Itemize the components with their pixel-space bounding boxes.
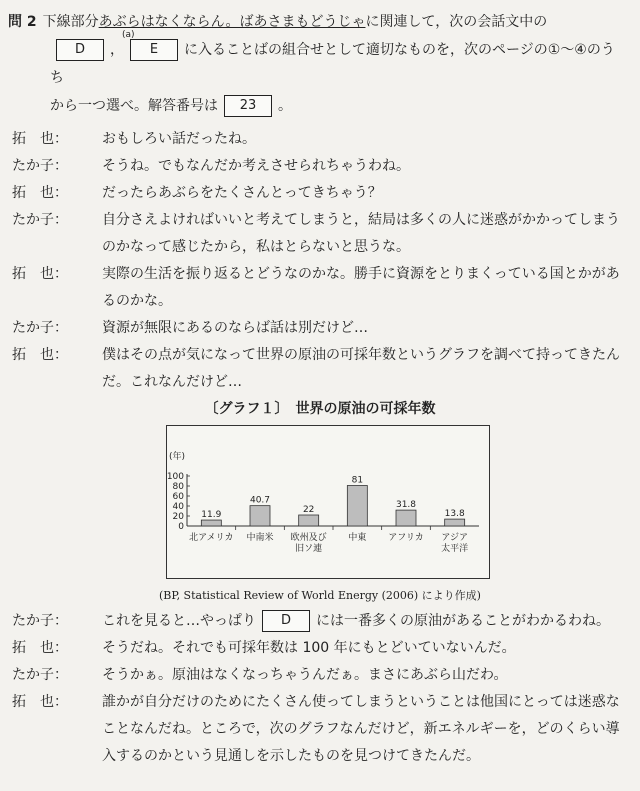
bar-chart [167, 426, 489, 578]
utterance-text: 入するのかという見通しを示したものを見つけてきたんだ。 [102, 748, 480, 764]
bar [299, 515, 319, 526]
category-label: 北アメリカ [189, 533, 234, 543]
utterance-text: おもしろい話だったね。 [102, 131, 256, 147]
dialogue2-line [12, 637, 628, 661]
y-tick-label: 0 [178, 522, 184, 532]
category-label: 中東 [348, 533, 367, 543]
bar-value-label: 13.8 [444, 509, 465, 520]
comma: ， [110, 42, 124, 58]
utterance-text: 誰かが自分だけのためにたくさん使ってしまうということは他国にとっては迷惑な [102, 694, 620, 710]
dialogue1-line [12, 209, 628, 233]
blank-box-d: D [262, 610, 310, 632]
question-block [8, 8, 628, 120]
y-tick-label: 80 [172, 482, 184, 492]
y-tick-label: 20 [172, 512, 184, 522]
dialogue1-line [12, 263, 628, 287]
dialogue1-line [12, 182, 628, 206]
bar-value-label: 22 [302, 505, 315, 515]
question-text-2b: に入ることばの組合せとして適切なものを，次のページの①～④のうち [50, 42, 615, 86]
category-label: アフリカ [388, 533, 424, 543]
question-line-3 [50, 92, 628, 120]
dialogue1-line [12, 317, 628, 341]
bar [250, 506, 270, 526]
question-line-1 [8, 8, 628, 36]
bar [201, 520, 221, 526]
dialogue2-line [12, 718, 628, 742]
dialogue1-line [12, 344, 628, 368]
dialogue1-line [12, 155, 628, 179]
speaker-name: 拓 也： [12, 266, 68, 282]
category-label: アジア [441, 533, 468, 543]
y-tick-label: 40 [172, 502, 184, 512]
bar-value-label: 40.7 [249, 495, 271, 506]
speaker-name: 拓 也： [12, 694, 68, 710]
bar [445, 519, 465, 526]
annotation-a: (a) [122, 30, 135, 40]
utterance-text: だったらあぶらをたくさんとってきちゃう？ [102, 185, 382, 201]
speaker-name: 拓 也： [12, 185, 68, 201]
y-tick-label: 100 [167, 472, 184, 482]
bar [396, 510, 416, 526]
question-text-1b: に関連して，次の会話文中の [365, 14, 548, 30]
question-number: 問 2 [8, 14, 37, 30]
question-text-1a: 下線部分 [42, 14, 99, 30]
utterance-text: そうだね。それでも可採年数は 100 年にもとどいていないんだ。 [102, 640, 516, 656]
answer-number-box: 23 [224, 95, 272, 117]
dialogue1-line [12, 236, 628, 260]
utterance-text: 実際の生活を振り返るとどうなのかな。勝手に資源をとりまくっている国とかがあ [102, 266, 620, 282]
speaker-name: 拓 也： [12, 347, 68, 363]
category-label: 中南米 [246, 533, 274, 543]
dialogue1-line [12, 128, 628, 152]
speaker-name: たか子： [12, 320, 68, 336]
utterance-text: そうね。でもなんだか考えさせられちゃうわね。 [102, 158, 410, 174]
dialogue2-line [12, 691, 628, 715]
utterance-text: 資源が無限にあるのならば話は別だけど… [102, 320, 368, 336]
bar-value-label: 81 [351, 475, 364, 486]
question-line-2 [50, 36, 628, 92]
utterance-text: のかなって感じたから，私はとらないと思うな。 [102, 239, 410, 255]
utterance-text: そうかぁ。原油はなくなっちゃうんだぁ。まさにあぶら山だわ。 [102, 667, 508, 683]
speaker-name: 拓 也： [12, 640, 68, 656]
question-text-3b: 。 [278, 98, 292, 114]
category-label: 旧ソ連 [295, 544, 323, 554]
category-label: 太平洋 [441, 544, 469, 554]
question-text-3a: から一つ選べ。解答番号は [50, 98, 218, 114]
bar-value-label: 11.9 [201, 510, 222, 521]
blank-box-e: E [130, 39, 178, 61]
dialogue1-line [12, 290, 628, 314]
chart-title: 〔グラフ１〕 世界の原油の可採年数 [204, 401, 436, 417]
dialogue1-line [12, 371, 628, 395]
utterance-text: だ。これなんだけど… [102, 374, 242, 390]
utterance-text: ことなんだね。ところで，次のグラフなんだけど，新エネルギーを，どのくらい導 [102, 721, 620, 737]
speaker-name: たか子： [12, 613, 68, 629]
utterance-text [102, 610, 622, 632]
blank-box-d: D [56, 39, 104, 61]
chart-frame [166, 425, 490, 579]
dialogue2-line [12, 610, 628, 634]
utterance-pre: これを見ると…やっぱり [102, 613, 256, 629]
speaker-name: 拓 也： [12, 131, 68, 147]
bar [347, 486, 367, 527]
chart-source: (BP, Statistical Review of World Energy (2006) により作成) [159, 589, 481, 602]
speaker-name: たか子： [12, 158, 68, 174]
utterance-text: るのかな。 [102, 293, 172, 309]
dialogue2-line [12, 664, 628, 688]
speaker-name: たか子： [12, 212, 68, 228]
dialogue2-line [12, 745, 628, 769]
utterance-text: 自分さえよければいいと考えてしまうと，結局は多くの人に迷惑がかかってしまう [102, 212, 620, 228]
utterance-post: には一番多くの原油があることがわかるわね。 [316, 613, 610, 629]
bar-value-label: 31.8 [395, 500, 417, 511]
underlined-phrase: あぶらはなくならん。ばあさまもどうじゃ [98, 14, 366, 30]
y-tick-label: 60 [172, 492, 184, 502]
utterance-text: 僕はその点が気になって世界の原油の可採年数というグラフを調べて持ってきたん [102, 347, 620, 363]
y-axis-label: (年) [169, 452, 186, 462]
category-label: 欧州及び [290, 533, 327, 543]
speaker-name: たか子： [12, 667, 68, 683]
